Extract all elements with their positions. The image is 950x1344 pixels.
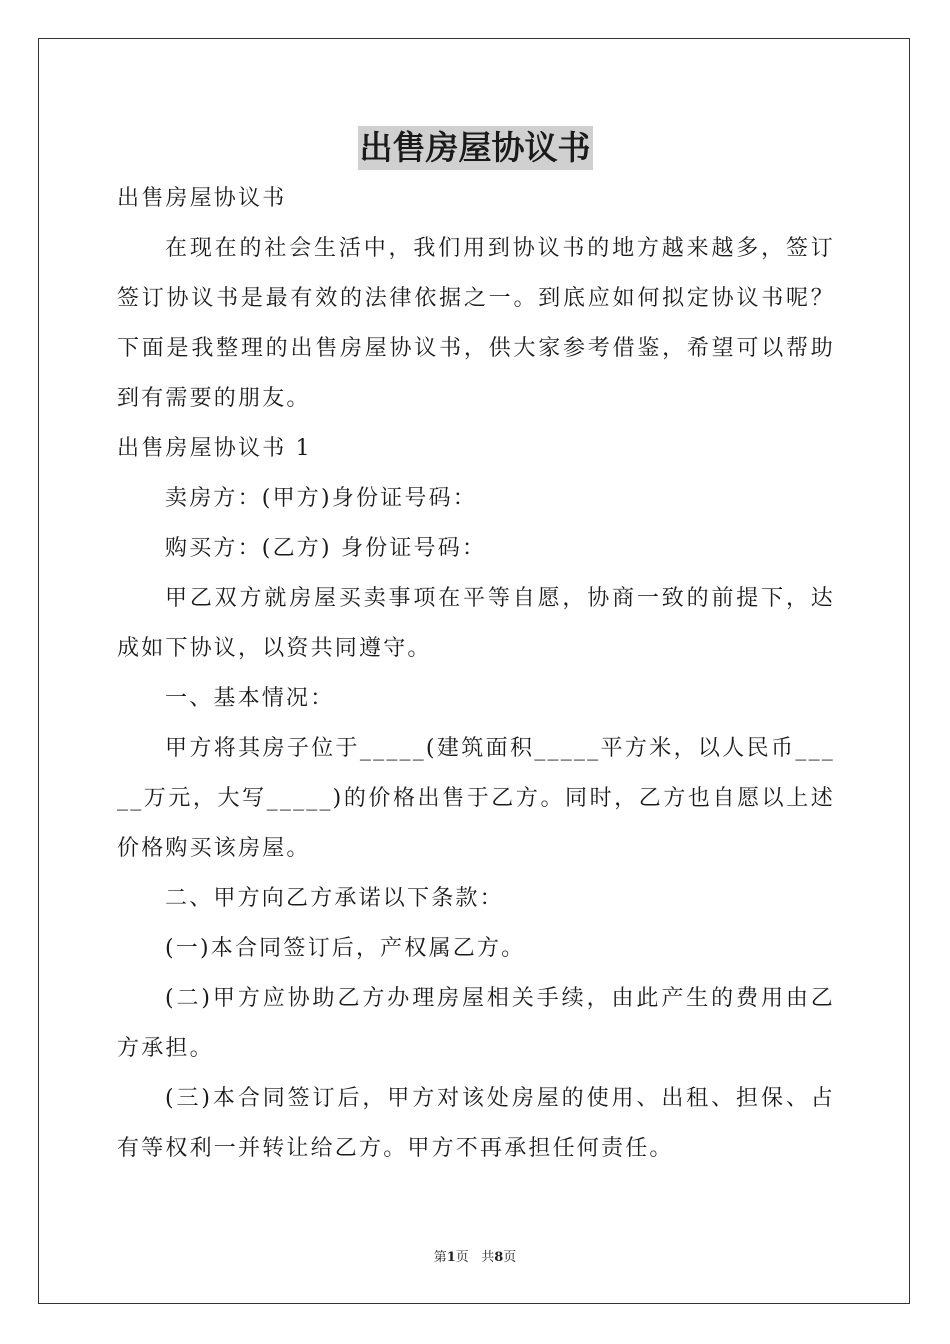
title-container: [0, 126, 950, 170]
body-paragraph: 二、甲方向乙方承诺以下条款：: [165, 886, 504, 911]
body-paragraph: 卖房方：(甲方)身份证号码：: [165, 486, 477, 511]
body-paragraph: 出售房屋协议书 1: [117, 436, 312, 461]
page-total: 8: [494, 1250, 504, 1265]
body-paragraph: 在现在的社会生活中，我们用到协议书的地方越来越多，签订签订协议书是最有效的法律依据之一。到底应如何拟定协议书呢？下面是我整理的出售房屋协议书，供大家参考借鉴，希望可以帮助到有需要的朋友。: [117, 236, 835, 411]
page-footer: [0, 1246, 950, 1265]
document-body: [117, 174, 835, 1174]
total-unit: 页: [503, 1250, 517, 1265]
body-paragraph: 出售房屋协议书: [117, 186, 287, 211]
body-paragraph: (二)甲方应协助乙方办理房屋相关手续，由此产生的费用由乙方承担。: [117, 986, 835, 1061]
document-title: 出售房屋协议书: [358, 126, 593, 170]
page-unit: 页: [455, 1250, 469, 1265]
body-paragraph: (一)本合同签订后，产权属乙方。: [165, 936, 526, 961]
body-paragraph: (三)本合同签订后，甲方对该处房屋的使用、出租、担保、占有等权利一并转让给乙方。甲方不再承担任何责任。: [117, 1086, 835, 1161]
body-paragraph: 购买方：(乙方) 身份证号码：: [165, 536, 487, 561]
page-prefix: 第: [433, 1250, 447, 1265]
body-paragraph: 一、基本情况：: [165, 686, 335, 711]
page-current: 1: [446, 1250, 456, 1265]
body-paragraph: 甲方将其房子位于_____(建筑面积_____平方米，以人民币_____万元，大写_____)的价格出售于乙方。同时，乙方也自愿以上述价格购买该房屋。: [117, 736, 835, 861]
body-paragraph: 甲乙双方就房屋买卖事项在平等自愿，协商一致的前提下，达成如下协议，以资共同遵守。: [117, 586, 835, 661]
total-prefix: 共: [481, 1250, 495, 1265]
